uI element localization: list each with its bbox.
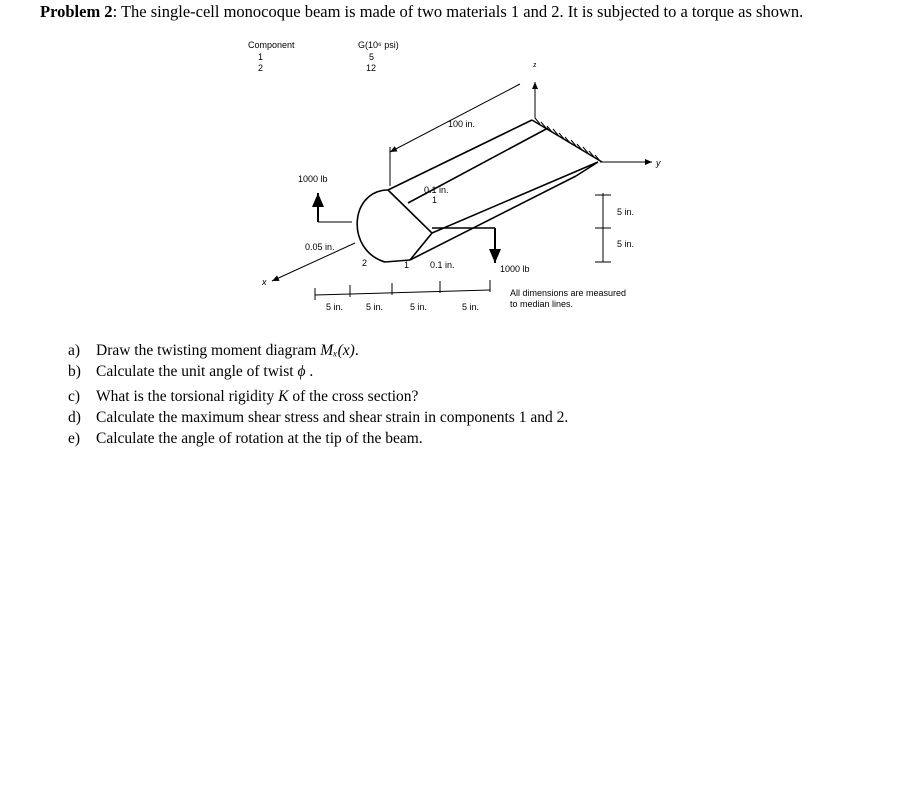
component-2-label: 2 (362, 258, 368, 268)
force-right-label: 1000 lb (500, 264, 530, 274)
problem-label: Problem 2 (40, 2, 113, 21)
dim-right-bottom-label: 5 in. (617, 239, 635, 249)
dimension-lines (315, 84, 611, 300)
table-header-g: G(10⁶ psi) (358, 40, 399, 50)
bottom-dim-4: 5 in. (462, 302, 480, 312)
dim-right-top-label: 5 in. (617, 207, 635, 217)
note-line-2: to median lines. (510, 299, 574, 309)
problem-statement: : The single-cell monocoque beam is made of two materials 1 and 2. It is subjected to a torque as shown. (112, 2, 804, 21)
question-b: b) Calculate the unit angle of twist ϕ . (68, 363, 314, 380)
table-g-2: 12 (366, 63, 377, 73)
thickness-bottom-label: 0.1 in. (430, 260, 455, 270)
question-d: d) Calculate the maximum shear stress and shear strain in components 1 and 2. (68, 409, 569, 426)
table-component-1: 1 (258, 52, 264, 62)
note-line-1: All dimensions are measured (510, 288, 627, 298)
length-label: 100 in. (448, 119, 476, 129)
axis-x-label: x (262, 277, 267, 287)
component-1-upper-label: 1 (432, 195, 438, 205)
wall-support (532, 118, 602, 162)
table-component-2: 2 (258, 63, 264, 73)
bottom-dim-2: 5 in. (366, 302, 384, 312)
beam-figure (0, 0, 907, 340)
axis-y-label: y (656, 158, 661, 168)
skin-thickness-label: 0.05 in. (305, 242, 335, 252)
force-left-label: 1000 lb (298, 174, 328, 184)
table-g-1: 5 (369, 52, 375, 62)
axis-z-label: z (533, 62, 537, 69)
bottom-dim-3: 5 in. (410, 302, 428, 312)
material-table (248, 40, 399, 73)
bottom-dim-1: 5 in. (326, 302, 344, 312)
question-a: a) Draw the twisting moment diagram Mₓ(x). (68, 342, 359, 359)
figure-labels (261, 62, 661, 312)
question-c: c) What is the torsional rigidity K of the cross section? (68, 388, 419, 405)
beam-body (357, 120, 598, 262)
question-e: e) Calculate the angle of rotation at the tip of the beam. (68, 430, 423, 447)
component-1-lower-label: 1 (404, 260, 410, 270)
thickness-top-label: 0.1 in. (424, 185, 449, 195)
table-header-component: Component (248, 40, 295, 50)
